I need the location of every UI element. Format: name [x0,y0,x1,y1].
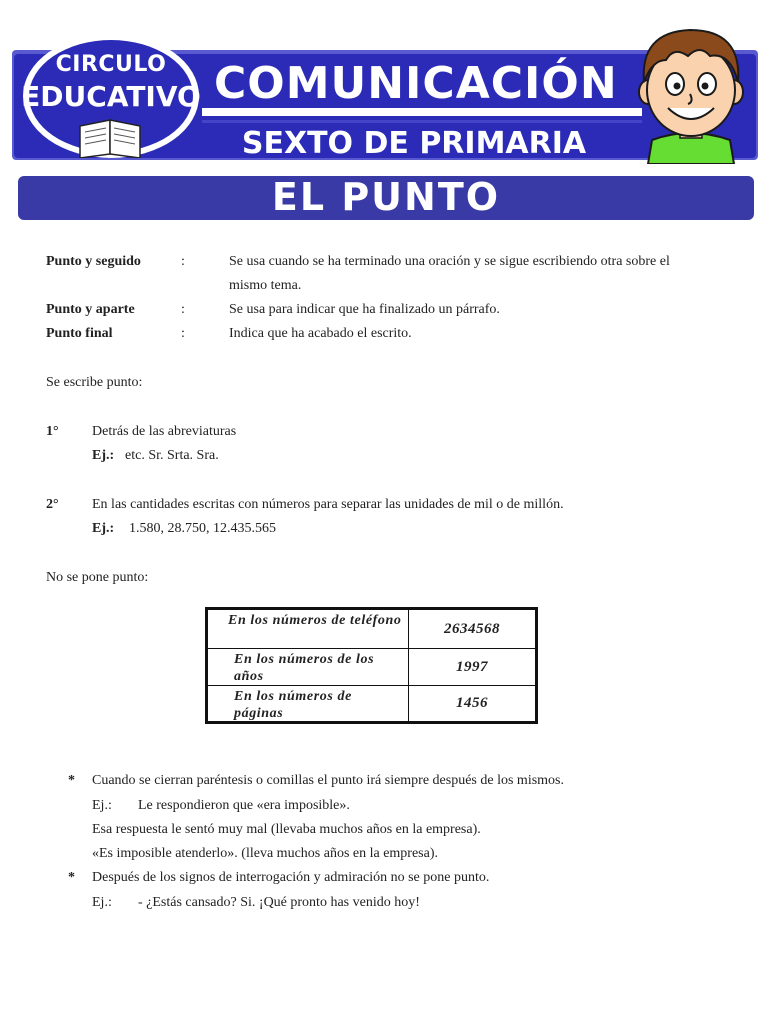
section-heading: Se escribe punto: [46,375,143,390]
definition-text: Indica que ha acabado el escrito. [229,326,412,341]
term-punto-y-seguido: Punto y seguido [46,254,141,269]
topic-title: EL PUNTO [271,175,501,219]
item-text: En las cantidades escritas con números para separar las unidades de mil o de millón. [92,497,564,512]
item-number: 2° [46,497,59,512]
cell-label-text: En los números de los años [234,652,375,684]
term-punto-y-aparte: Punto y aparte [46,302,135,317]
subject-title: COMUNICACIÓN [214,58,618,109]
badge-line1: CIRCULO [55,52,167,77]
term-separator: : [181,302,185,317]
term-separator: : [181,254,185,269]
badge-line2: EDUCATIVO [21,80,201,113]
table-cell-label [208,686,409,721]
bullet: * [68,870,75,885]
example-text: Le respondieron que «era imposible». [138,798,350,813]
item-text: Detrás de las abreviaturas [92,424,237,439]
child-face-illustration [630,22,752,164]
table-cell-value: 1997 [456,658,488,675]
example-label: Ej.: [92,448,115,463]
circulo-educativo-logo [18,26,204,158]
section-heading: No se pone punto: [46,570,149,585]
example-text: etc. Sr. Srta. Sra. [125,448,219,463]
no-punto-table [205,607,538,724]
example-text: 1.580, 28.750, 12.435.565 [129,521,276,536]
bullet: * [68,773,75,788]
table-row [208,610,535,649]
example-text: - ¿Estás cansado? Si. ¡Qué pronto has venido hoy! [138,895,420,910]
grade-title: SEXTO DE PRIMARIA [241,126,587,161]
item-number: 1° [46,424,59,439]
cell-label-text: En los números de páginas [234,689,352,721]
table-cell-label [208,610,409,648]
note-text: Cuando se cierran paréntesis o comillas el punto irá siempre después de los mismos. [92,773,565,788]
definition-text: Se usa para indicar que ha finalizado un párrafo. [229,302,500,317]
topic-bar [18,176,754,220]
table-row [208,649,535,686]
table-cell-value: 1456 [456,695,488,711]
term-separator: : [181,326,185,341]
note-text: Después de los signos de interrogación y admiración no se pone punto. [92,870,490,885]
table-row [208,686,535,721]
example-label: Ej.: [92,895,112,910]
definition-text: mismo tema. [229,278,302,293]
cell-label-text: En los números de teléfono [228,613,402,628]
example-label: Ej.: [92,521,115,536]
table-cell-label [208,649,409,685]
table-cell-value: 2634568 [444,620,500,637]
example-label: Ej.: [92,798,112,813]
example-text: «Es imposible atenderlo». (lleva muchos años en la empresa). [92,846,439,861]
open-book-icon [80,120,140,158]
definition-text: Se usa cuando se ha terminado una oración y se sigue escribiendo otra sobre el [229,254,670,269]
term-punto-final: Punto final [46,326,113,341]
example-text: Esa respuesta le sentó muy mal (llevaba muchos años en la empresa). [92,822,481,837]
